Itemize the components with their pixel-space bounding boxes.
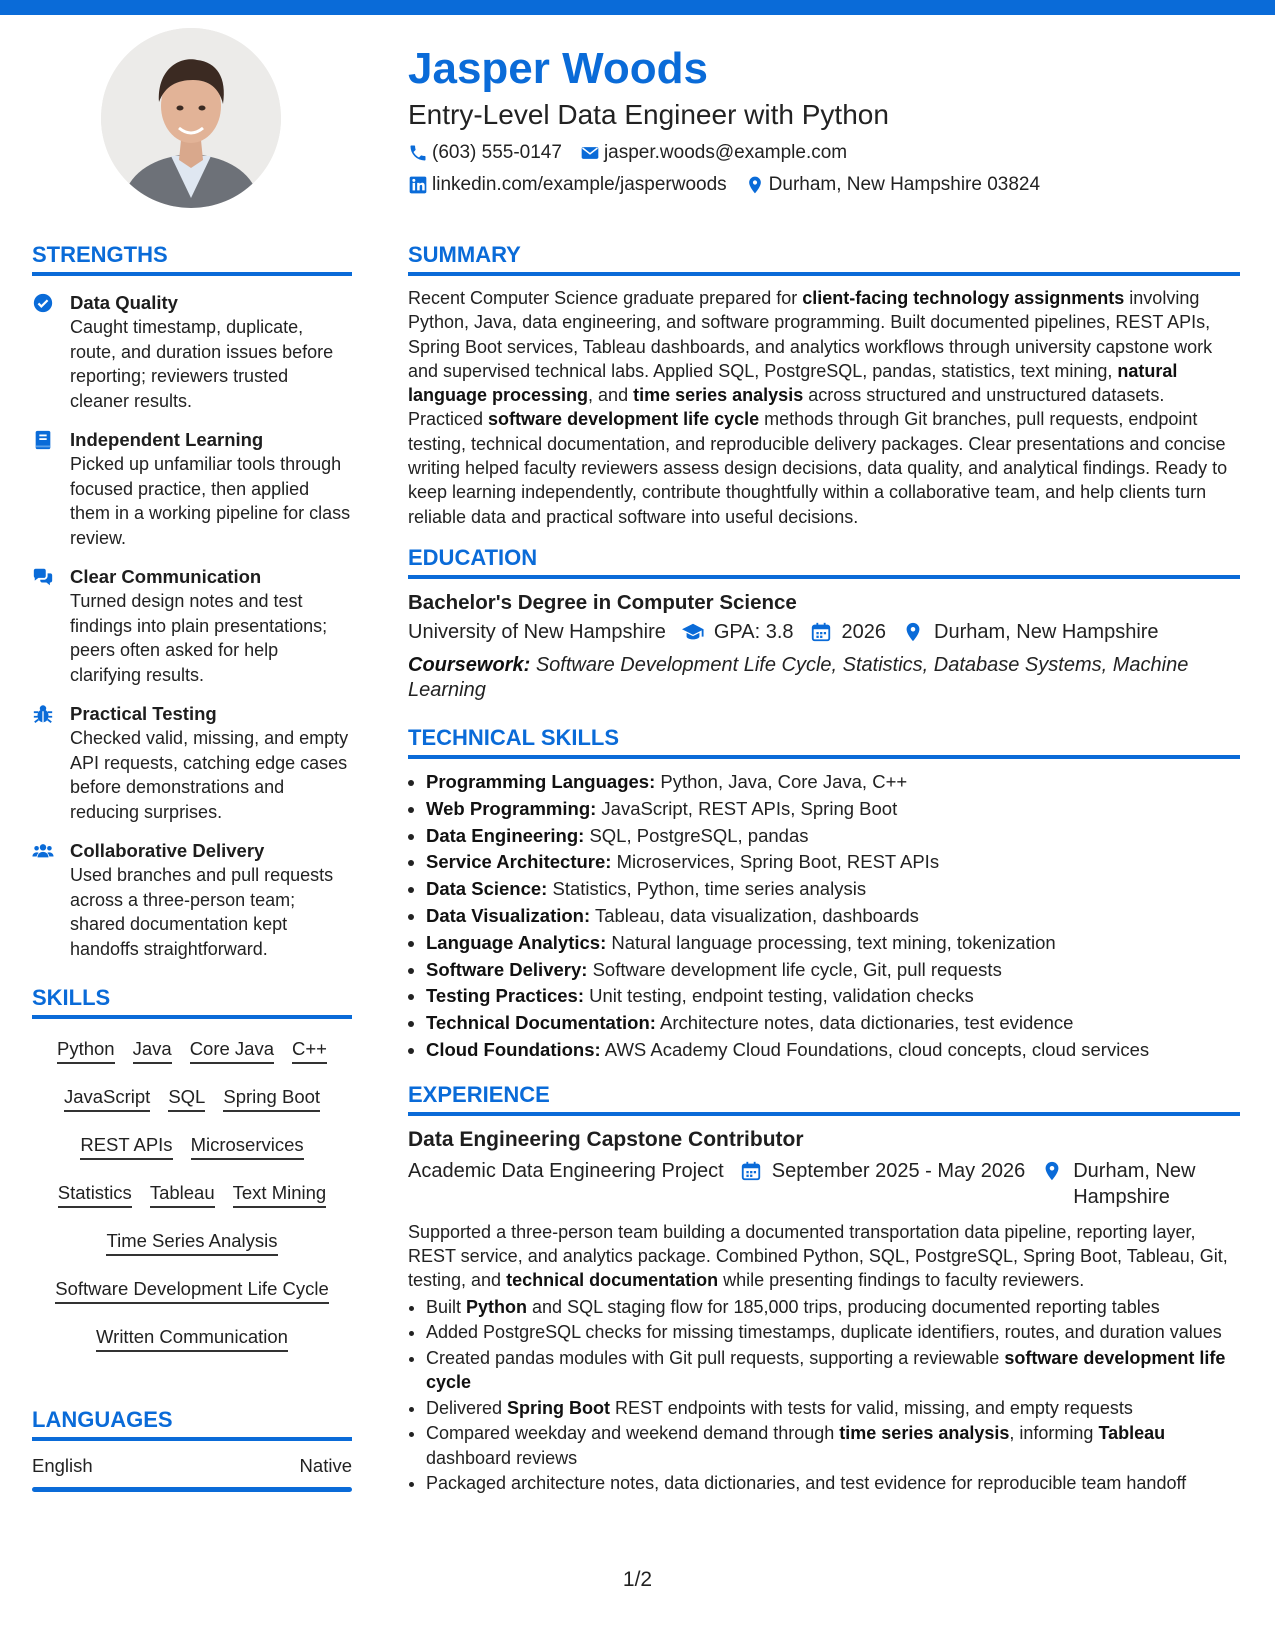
comments-icon xyxy=(32,566,54,588)
job-description-emphasis: technical documentation xyxy=(506,1270,719,1291)
education-meta xyxy=(408,619,1240,645)
technical-skill-item xyxy=(426,876,1240,903)
bullet-text: Delivered xyxy=(426,1397,508,1418)
bullet-text: REST endpoints with tests for valid, missing, and empty requests xyxy=(610,1397,1133,1418)
bullet-emphasis: Python xyxy=(466,1296,528,1317)
technical-skill-label: Data Engineering: xyxy=(426,824,585,846)
graduation-year: 2026 xyxy=(841,620,887,643)
envelope-icon xyxy=(580,143,600,163)
job-description-text: Supported a three-person team building a documented transportation data pipeline, reporting layer, REST service, and analytics package. Combined Python, SQL, PostgreSQL, Spring Boot, Tableau, Git, testing, and xyxy=(408,1221,1228,1291)
email-address: jasper.woods@example.com xyxy=(603,142,848,163)
summary-emphasis: software development life cycle xyxy=(488,409,760,430)
technical-skill-label: Programming Languages: xyxy=(426,770,656,792)
gpa-text: GPA: 3.8 xyxy=(713,620,794,643)
location-contact xyxy=(745,174,1040,196)
technical-skill-item xyxy=(426,957,1240,984)
skill-chips xyxy=(32,1029,352,1365)
linkedin-icon xyxy=(408,175,428,195)
technical-skill-label: Language Analytics: xyxy=(426,931,607,953)
bullet-emphasis: Tableau xyxy=(1098,1423,1166,1444)
technical-skill-label: Cloud Foundations: xyxy=(426,1038,601,1060)
summary-heading: SUMMARY xyxy=(408,240,1240,276)
technical-skill-item xyxy=(426,796,1240,823)
job-bullets xyxy=(408,1295,1240,1496)
degree-title: Bachelor's Degree in Computer Science xyxy=(408,590,797,614)
bullet-text: Added PostgreSQL checks for missing timestamps, duplicate identifiers, routes, and duration values xyxy=(426,1322,1222,1343)
summary-text xyxy=(408,286,1240,529)
skill-chip: SQL xyxy=(168,1085,205,1112)
skill-chip-row xyxy=(32,1269,352,1317)
school-location-item xyxy=(902,619,1159,645)
strength-description: Used branches and pull requests across a three-person team; shared documentation kept handoffs straightforward. xyxy=(70,865,334,959)
technical-skill-label: Data Science: xyxy=(426,878,548,900)
job-description-text: while presenting findings to faculty reviewers. xyxy=(718,1270,1085,1291)
technical-skill-value: Software development life cycle, Git, pull requests xyxy=(587,958,1002,980)
technical-skill-item xyxy=(426,1010,1240,1037)
bullet-text: Packaged architecture notes, data dictionaries, and test evidence for reproducible team handoff xyxy=(426,1473,1187,1494)
candidate-headline: Entry-Level Data Engineer with Python xyxy=(408,99,889,130)
technical-skill-label: Service Architecture: xyxy=(426,851,612,873)
technical-skill-value: Python, Java, Core Java, C++ xyxy=(655,770,908,792)
technical-skill-value: Natural language processing, text mining, tokenization xyxy=(606,931,1056,953)
left-column xyxy=(32,240,352,1492)
skill-chip-row xyxy=(32,1173,352,1221)
calendar-icon xyxy=(810,621,832,643)
skill-chip: Time Series Analysis xyxy=(106,1229,277,1256)
skill-chip-row xyxy=(32,1317,352,1365)
school-name: University of New Hampshire xyxy=(408,620,666,643)
strength-title: Clear Communication xyxy=(70,566,262,587)
language-name: English xyxy=(32,1455,93,1476)
strength-title: Collaborative Delivery xyxy=(70,840,265,861)
summary-text: methods through Git branches, pull requests, endpoint testing, technical documentation, and reproducible delivery packages. Clear presentations and concise writing helped faculty reviewers assess design decisions, data quality, and analytical findings. Ready to keep learning independently, contribute thoughtfully within a collaborative team, and help clients turn reliable data and practical software into useful decisions. xyxy=(408,409,1228,527)
experience-bullet xyxy=(426,1396,1240,1421)
experience-heading: EXPERIENCE xyxy=(408,1080,1240,1116)
graduation-year-item xyxy=(810,619,887,645)
technical-skills-heading: TECHNICAL SKILLS xyxy=(408,723,1240,759)
skills-heading: SKILLS xyxy=(32,983,352,1019)
skill-chip: Core Java xyxy=(190,1037,274,1064)
technical-skill-item xyxy=(426,903,1240,930)
top-accent-bar xyxy=(0,0,1275,15)
bullet-emphasis: time series analysis xyxy=(839,1423,1010,1444)
language-item xyxy=(32,1455,352,1477)
technical-skill-label: Software Delivery: xyxy=(426,958,588,980)
experience-bullet xyxy=(426,1346,1240,1395)
technical-skill-value: Microservices, Spring Boot, REST APIs xyxy=(611,851,940,873)
skill-chip: JavaScript xyxy=(64,1085,150,1112)
technical-skill-item xyxy=(426,849,1240,876)
technical-skill-value: AWS Academy Cloud Foundations, cloud concepts, cloud services xyxy=(600,1038,1150,1060)
phone-contact[interactable] xyxy=(408,142,562,164)
language-proficiency-bar xyxy=(32,1487,352,1492)
strength-title: Data Quality xyxy=(70,292,178,313)
right-column xyxy=(408,240,1240,1497)
languages-heading: LANGUAGES xyxy=(32,1405,352,1441)
book-icon xyxy=(32,429,54,451)
resume-header xyxy=(408,40,1248,201)
skill-chip: Spring Boot xyxy=(223,1085,320,1112)
job-location-item xyxy=(1041,1158,1201,1210)
summary-emphasis: client-facing technology assignments xyxy=(802,288,1125,308)
skill-chip: Microservices xyxy=(191,1133,304,1160)
email-contact[interactable] xyxy=(580,142,847,164)
map-pin-icon xyxy=(745,175,765,195)
technical-skill-item xyxy=(426,1037,1240,1064)
experience-bullet xyxy=(426,1471,1240,1496)
organization-name: Academic Data Engineering Project xyxy=(408,1159,724,1182)
skill-chip: Written Communication xyxy=(96,1325,288,1352)
skill-chip: Software Development Life Cycle xyxy=(55,1277,329,1304)
technical-skill-value: Statistics, Python, time series analysis xyxy=(547,878,867,900)
bullet-text: Compared weekday and weekend demand through xyxy=(426,1423,840,1444)
coursework xyxy=(408,653,1240,703)
bullet-emphasis: software development life cycle xyxy=(426,1347,1226,1393)
strength-item xyxy=(32,290,352,413)
summary-text: , and xyxy=(588,385,634,406)
summary-text: Recent Computer Science graduate prepared for xyxy=(408,288,803,308)
technical-skill-item xyxy=(426,930,1240,957)
job-dates-item xyxy=(740,1158,1026,1184)
bullet-text: dashboard reviews xyxy=(426,1447,578,1468)
users-icon xyxy=(32,840,54,862)
job-description xyxy=(408,1220,1240,1293)
technical-skills-list xyxy=(408,769,1240,1064)
skill-chip: Tableau xyxy=(150,1181,215,1208)
bullet-text: Built xyxy=(426,1296,467,1317)
linkedin-url: linkedin.com/example/jasperwoods xyxy=(432,174,727,195)
summary-text: involving Python, Java, data engineering, and software programming. Built documented pipelines, REST APIs, Spring Boot services, Tableau dashboards, and analytics workflows through university capstone work and supervised technical labs. Applied SQL, PostgreSQL, pandas, statistics, text mining, xyxy=(408,288,1213,381)
strength-title: Practical Testing xyxy=(70,703,217,724)
strength-item xyxy=(32,701,352,824)
contact-info xyxy=(408,137,1248,201)
summary-emphasis: time series analysis xyxy=(633,385,804,406)
experience-bullet xyxy=(426,1421,1240,1470)
summary-text: across structured and unstructured datasets. Practiced xyxy=(408,385,1165,430)
check-circle-icon xyxy=(32,292,54,314)
strengths-heading: STRENGTHS xyxy=(32,240,352,276)
map-pin-icon xyxy=(902,621,924,643)
strength-title: Independent Learning xyxy=(70,429,264,450)
bullet-text: , informing xyxy=(1009,1423,1099,1444)
technical-skill-value: Unit testing, endpoint testing, validation checks xyxy=(584,985,974,1007)
coursework-label: Coursework: xyxy=(408,653,531,676)
skill-chip: Text Mining xyxy=(233,1181,327,1208)
technical-skill-value: JavaScript, REST APIs, Spring Boot xyxy=(596,797,898,819)
job-title: Data Engineering Capstone Contributor xyxy=(408,1127,804,1151)
technical-skill-label: Technical Documentation: xyxy=(426,1012,656,1034)
strength-description: Turned design notes and test findings into plain presentations; peers often asked for help clarifying results. xyxy=(70,591,328,685)
linkedin-contact[interactable] xyxy=(408,174,727,196)
strength-description: Picked up unfamiliar tools through focused practice, then applied them in a working pipeline for class review. xyxy=(70,454,351,548)
gpa-item xyxy=(682,619,794,645)
school-location: Durham, New Hampshire xyxy=(934,620,1159,643)
bullet-text: Created pandas modules with Git pull requests, supporting a reviewable xyxy=(426,1347,1005,1368)
phone-icon xyxy=(408,143,428,163)
skill-chip: Statistics xyxy=(58,1181,132,1208)
skill-chip: Java xyxy=(133,1037,172,1064)
technical-skill-label: Web Programming: xyxy=(426,797,597,819)
map-pin-icon xyxy=(1041,1160,1063,1182)
strength-item xyxy=(32,838,352,961)
technical-skill-value: SQL, PostgreSQL, pandas xyxy=(584,824,809,846)
job-location: Durham, New Hampshire xyxy=(1073,1159,1196,1208)
job-dates: September 2025 - May 2026 xyxy=(771,1159,1026,1182)
coursework-list: Software Development Life Cycle, Statistics, Database Systems, Machine Learning xyxy=(408,653,1189,701)
language-level: Native xyxy=(299,1455,352,1476)
bug-icon xyxy=(32,703,54,725)
experience-bullet xyxy=(426,1295,1240,1320)
strength-description: Caught timestamp, duplicate, route, and duration issues before reporting; reviewers trusted cleaner results. xyxy=(70,317,334,411)
bullet-text: and SQL staging flow for 185,000 trips, producing documented reporting tables xyxy=(527,1296,1160,1317)
experience-bullet xyxy=(426,1320,1240,1345)
skill-chip: C++ xyxy=(292,1037,327,1064)
location-text: Durham, New Hampshire 03824 xyxy=(768,174,1041,195)
technical-skill-label: Testing Practices: xyxy=(426,985,584,1007)
technical-skill-item xyxy=(426,769,1240,796)
page-number: 1/2 xyxy=(622,1568,653,1591)
phone-number: (603) 555-0147 xyxy=(432,142,562,163)
summary-emphasis: natural language processing xyxy=(408,360,1178,406)
skill-chip: Python xyxy=(57,1037,115,1064)
strength-item xyxy=(32,564,352,687)
technical-skill-value: Architecture notes, data dictionaries, test evidence xyxy=(655,1012,1074,1034)
profile-photo xyxy=(101,28,281,208)
technical-skill-item xyxy=(426,983,1240,1010)
graduation-cap-icon xyxy=(682,621,704,643)
skill-chip-row xyxy=(32,1077,352,1125)
skill-chip-row xyxy=(32,1029,352,1077)
bullet-emphasis: Spring Boot xyxy=(507,1397,611,1418)
technical-skill-label: Data Visualization: xyxy=(426,904,591,926)
calendar-icon xyxy=(740,1160,762,1182)
job-meta xyxy=(408,1158,1240,1210)
skill-chip-row xyxy=(32,1125,352,1173)
skill-chip-row xyxy=(32,1221,352,1269)
strength-item xyxy=(32,427,352,550)
education-heading: EDUCATION xyxy=(408,543,1240,579)
technical-skill-item xyxy=(426,823,1240,850)
strength-description: Checked valid, missing, and empty API requests, catching edge cases before demonstrations and reducing surprises. xyxy=(70,728,349,822)
skill-chip: REST APIs xyxy=(80,1133,172,1160)
technical-skill-value: Tableau, data visualization, dashboards xyxy=(590,904,919,926)
candidate-name: Jasper Woods xyxy=(408,44,708,93)
